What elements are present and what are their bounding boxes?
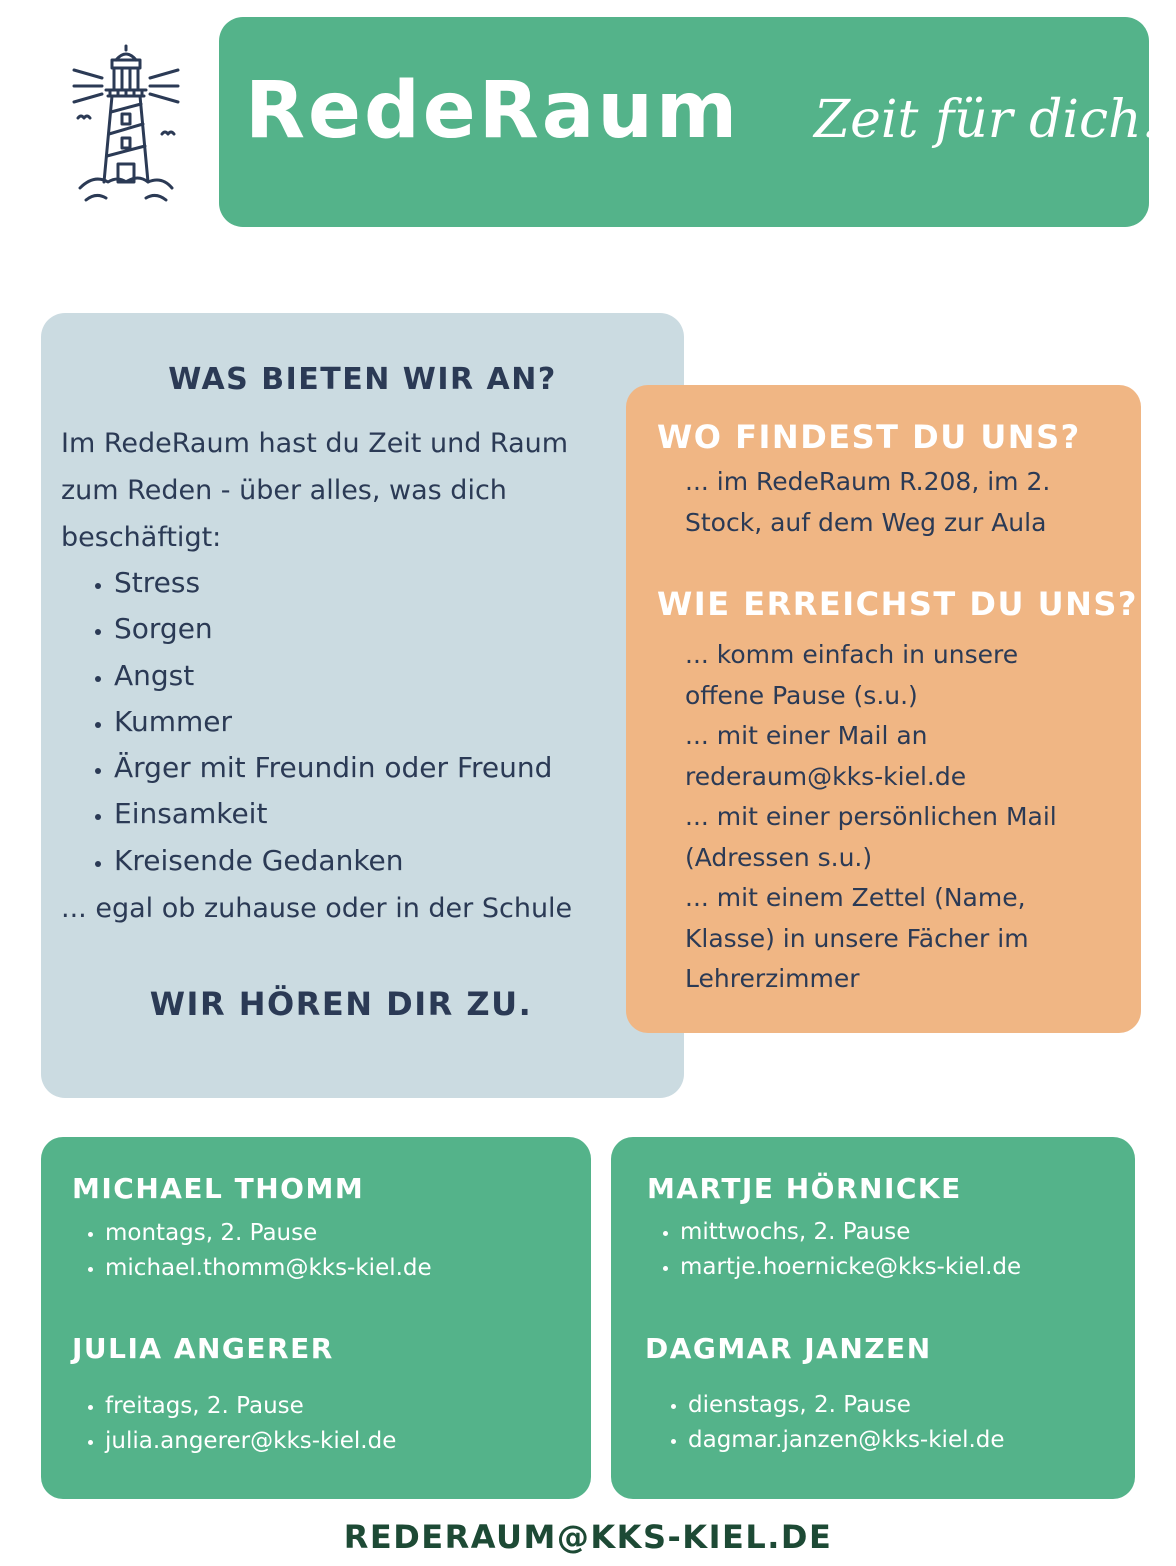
contact-email[interactable]: • dagmar.janzen@kks-kiel.de (688, 1423, 1005, 1458)
contact-name: MICHAEL THOMM (72, 1172, 365, 1205)
text-line: ... mit einem Zettel (Name, (685, 883, 1026, 912)
contact-email[interactable]: • martje.hoernicke@kks-kiel.de (680, 1250, 1021, 1285)
text-line: ... mit einer persönlichen Mail (685, 802, 1057, 831)
brand-title: RedeRaum (245, 66, 741, 156)
text-line: offene Pause (s.u.) (685, 680, 918, 710)
contact-day: • mittwochs, 2. Pause (680, 1215, 1021, 1250)
contact-email[interactable]: • michael.thomm@kks-kiel.de (105, 1251, 432, 1286)
contact-details (658, 1388, 1005, 1458)
list-item: • Einsamkeit (114, 791, 552, 837)
contact-details (75, 1389, 396, 1459)
list-item: • Kreisende Gedanken (114, 838, 552, 884)
list-item: • Kummer (114, 699, 552, 745)
list-item: • Sorgen (114, 606, 552, 652)
contact-details (75, 1216, 432, 1286)
contact-day: • dienstags, 2. Pause (688, 1388, 1005, 1423)
contact-day: • montags, 2. Pause (105, 1216, 432, 1251)
text-line: Klasse) in unsere Fächer im (685, 923, 1029, 953)
contact-name: MARTJE HÖRNICKE (647, 1172, 962, 1205)
tagline: Zeit für dich. (814, 90, 1159, 150)
where-heading: WO FINDEST DU UNS? (657, 418, 1081, 456)
contact-day: • freitags, 2. Pause (105, 1389, 396, 1424)
offer-heading: WAS BIETEN WIR AN? (168, 362, 557, 397)
contact-details (650, 1215, 1021, 1285)
text-line: ... komm einfach in unsere (685, 640, 1019, 669)
lighthouse-icon (66, 42, 186, 204)
text-line: Lehrerzimmer (685, 964, 860, 993)
offer-list (78, 560, 552, 884)
email-link[interactable]: rederaum@kks-kiel.de (685, 761, 967, 791)
text-line: (Adressen s.u.) (685, 842, 873, 872)
where-text (685, 462, 1125, 543)
footer-email[interactable]: REDERAUM@KKS-KIEL.DE (343, 1518, 833, 1556)
offer-intro: Im RedeRaum hast du Zeit und Raum zum Reden - über alles, was dich beschäftigt: (61, 428, 569, 553)
contact-name: DAGMAR JANZEN (645, 1332, 932, 1365)
text-line: ... im RedeRaum R.208, im 2. (685, 467, 1051, 496)
list-item: • Stress (114, 560, 552, 606)
offer-closing: WIR HÖREN DIR ZU. (149, 985, 533, 1023)
text-line: Stock, auf dem Weg zur Aula (685, 507, 1047, 537)
list-item: • Ärger mit Freundin oder Freund (114, 745, 552, 791)
reach-text (685, 635, 1125, 1000)
reach-heading: WIE ERREICHST DU UNS? (657, 585, 1138, 623)
contact-name: JULIA ANGERER (72, 1332, 334, 1365)
list-item: • Angst (114, 653, 552, 699)
offer-outro: ... egal ob zuhause oder in der Schule (61, 893, 573, 924)
contact-email[interactable]: • julia.angerer@kks-kiel.de (105, 1424, 396, 1459)
text-line: ... mit einer Mail an (685, 721, 928, 750)
